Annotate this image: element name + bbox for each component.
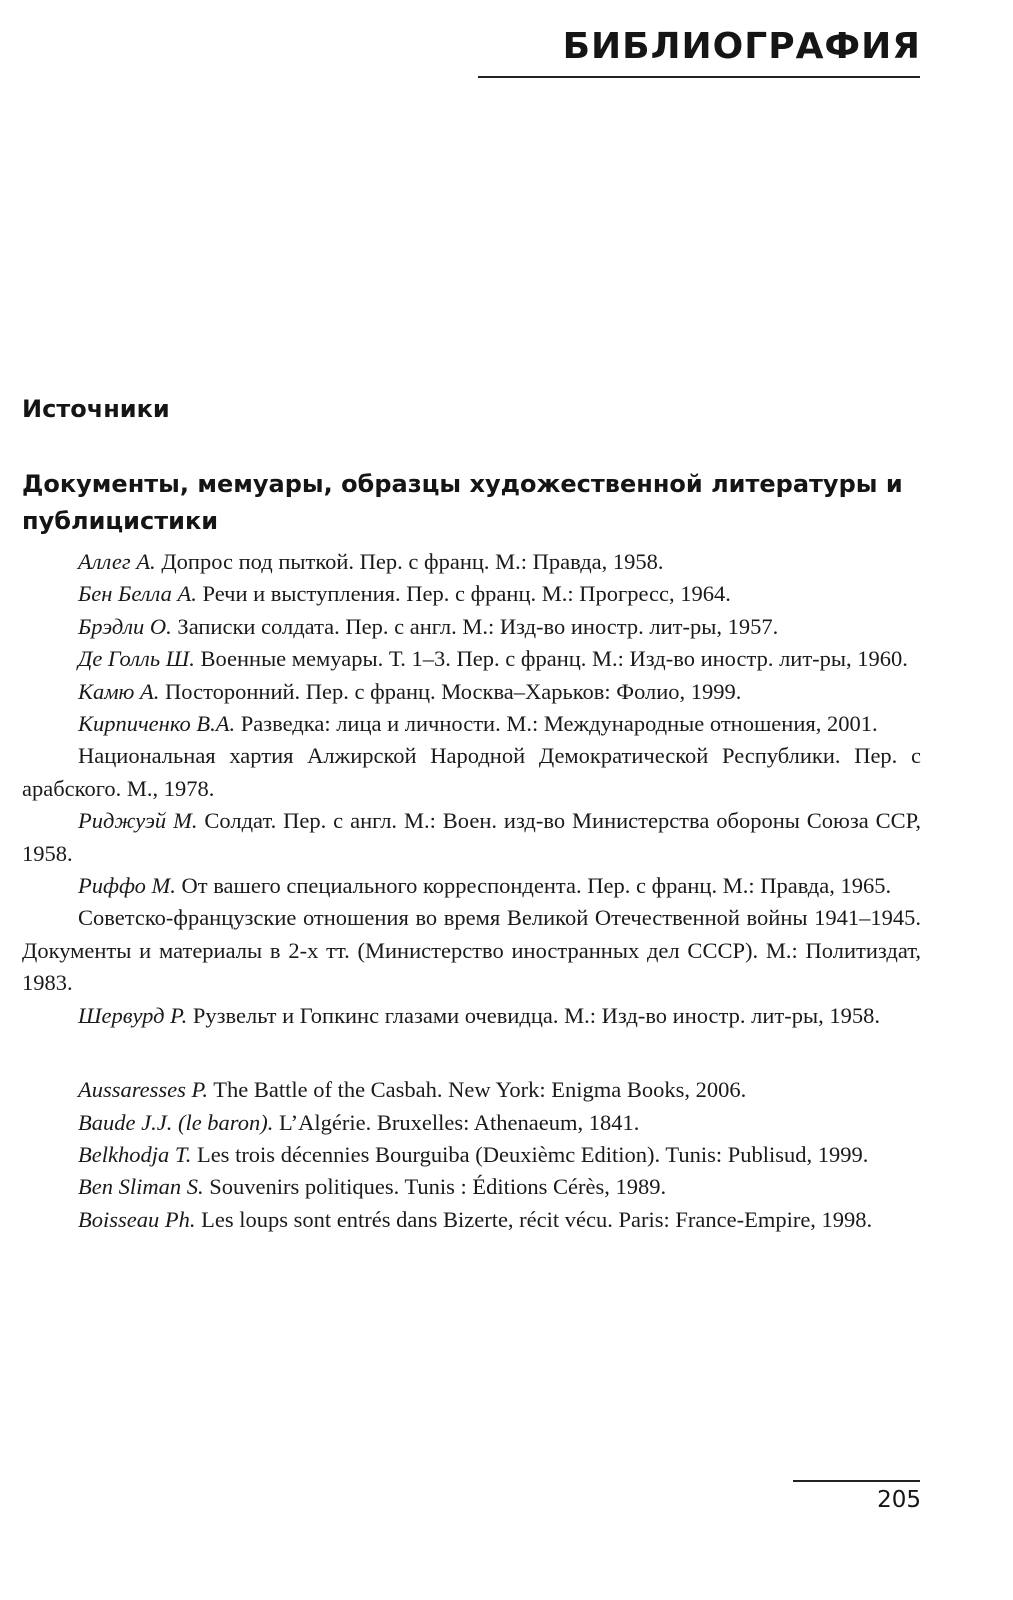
entry-text: От вашего специального корреспондента. Пер. с франц. М.: Правда, 1965. xyxy=(181,873,892,899)
entry-text: Советско-французские отношения во время Великой Отечественной войны 1941–1945. Документы и материалы в 2-х тт. (Министерство иностранных дел СССР). М.: Политиздат, 1983. xyxy=(22,905,921,996)
entry-author: Риффо М. xyxy=(78,873,176,899)
entry-author: Шервурд Р. xyxy=(78,1002,188,1028)
chapter-title: БИБЛИОГРАФИЯ xyxy=(562,26,921,67)
bibliography-content xyxy=(22,394,921,1236)
bibliography-entry xyxy=(22,1074,921,1106)
bibliography-entry xyxy=(22,1000,921,1032)
entry-text: Рузвельт и Гопкинс глазами очевидца. М.: Изд-во иностр. лит-ры, 1958. xyxy=(192,1002,880,1028)
footer-rule xyxy=(793,1480,920,1482)
entry-author: Брэдли О. xyxy=(78,613,172,639)
entry-author: Бен Белла А. xyxy=(78,581,197,607)
entry-text: Разведка: лица и личности. М.: Международные отношения, 2001. xyxy=(240,711,878,737)
entry-author: Кирпиченко В.А. xyxy=(78,711,236,737)
entry-author: Belkhodja T. xyxy=(78,1141,192,1167)
entry-author: Де Голль Ш. xyxy=(78,646,195,672)
bibliography-entry xyxy=(22,1139,921,1171)
entry-text: Солдат. Пер. с англ. М.: Воен. изд-во Министерства обороны Союза ССР, 1958. xyxy=(22,808,922,866)
latin-entries-list xyxy=(22,1074,921,1236)
entry-author: Ben Sliman S. xyxy=(78,1174,204,1200)
bibliography-entry xyxy=(22,740,921,805)
entry-text: L’Algérie. Bruxelles: Athenaeum, 1841. xyxy=(278,1109,640,1135)
bibliography-entry xyxy=(22,1107,921,1139)
bibliography-entry xyxy=(22,546,921,578)
entry-text: Les trois décennies Bourguiba (Deuxièmc Edition). Tunis: Publisud, 1999. xyxy=(196,1141,869,1167)
bibliography-entry xyxy=(22,1171,921,1203)
bibliography-entry xyxy=(22,870,921,902)
russian-entries-list xyxy=(22,546,921,1032)
entry-text: Записки солдата. Пер. с англ. М.: Изд-во иностр. лит-ры, 1957. xyxy=(177,613,779,639)
subsection-heading: Документы, мемуары, образцы художественной литературы и публицистики xyxy=(22,470,903,535)
entry-author: Boisseau Ph. xyxy=(78,1206,196,1232)
bibliography-entry xyxy=(22,643,921,675)
entry-text: Допрос под пыткой. Пер. с франц. М.: Правда, 1958. xyxy=(161,549,664,574)
entry-text: Посторонний. Пер. с франц. Москва–Харьков: Фолио, 1999. xyxy=(165,678,742,704)
entry-author: Аллег А. xyxy=(78,549,156,574)
entry-author: Камю А. xyxy=(78,678,160,704)
entry-author: Baude J.J. (le baron). xyxy=(78,1109,274,1135)
bibliography-entry xyxy=(22,708,921,740)
title-underline xyxy=(478,76,920,78)
entry-text: Les loups sont entrés dans Bizerte, récit vécu. Paris: France-Empire, 1998. xyxy=(201,1206,873,1232)
entry-author: Aussaresses P. xyxy=(78,1077,209,1103)
bibliography-entry xyxy=(22,676,921,708)
bibliography-entry xyxy=(22,578,921,610)
page-number: 205 xyxy=(877,1487,921,1513)
bibliography-entry xyxy=(22,1204,921,1236)
section-heading: Источники xyxy=(22,395,170,423)
entry-text: Национальная хартия Алжирской Народной Демократической Республики. Пер. с арабского. М., 1978. xyxy=(22,743,921,801)
entry-author: Риджуэй М. xyxy=(78,808,198,834)
entry-text: Речи и выступления. Пер. с франц. М.: Прогресс, 1964. xyxy=(202,581,731,607)
bibliography-entry xyxy=(22,902,921,999)
entry-text: The Battle of the Casbah. New York: Enigma Books, 2006. xyxy=(213,1077,747,1103)
entry-text: Военные мемуары. Т. 1–3. Пер. с франц. М.: Изд-во иностр. лит-ры, 1960. xyxy=(200,646,908,672)
entry-text: Souvenirs politiques. Tunis : Éditions Cérès, 1989. xyxy=(209,1174,667,1200)
bibliography-entry xyxy=(22,805,921,870)
bibliography-entry xyxy=(22,611,921,643)
